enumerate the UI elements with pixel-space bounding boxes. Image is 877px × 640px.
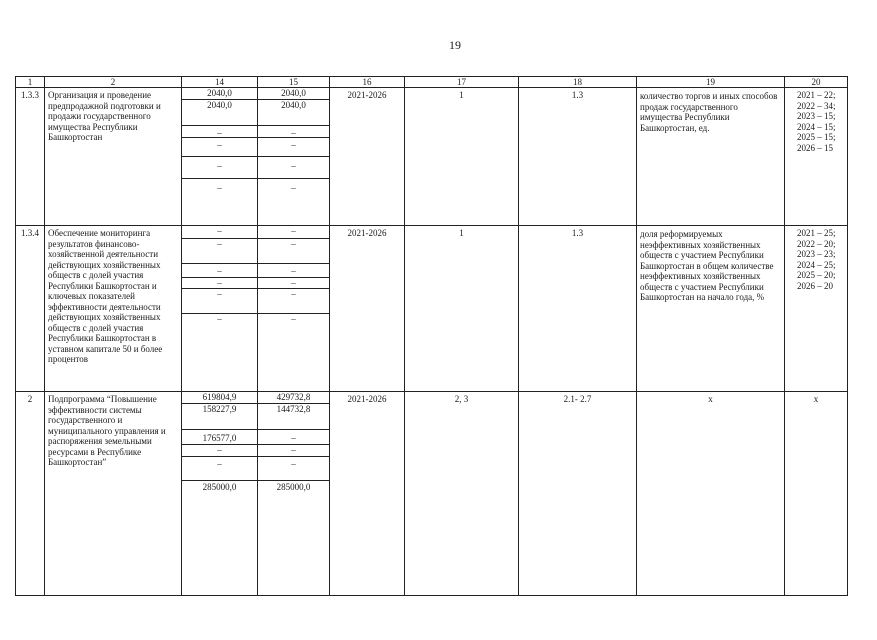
header-cell: 20 <box>785 77 848 88</box>
value-cell: 176577,0 <box>182 430 257 445</box>
page-number: 19 <box>449 38 461 52</box>
col14-values <box>182 226 258 392</box>
value-cell: 144732,8 <box>258 404 329 430</box>
value-cell: – <box>258 138 329 157</box>
row-code: 1.3.3 <box>16 88 45 226</box>
value-cell: – <box>182 445 257 457</box>
header-cell: 2 <box>45 77 182 88</box>
row-name: Подпрограмма “Повышение эффективности системы государственного и муниципального управления и распоряжения земельными ресурсами в Республике Башкортостан” <box>45 392 182 596</box>
value-cell: – <box>217 314 222 324</box>
value-cell: – <box>182 457 257 481</box>
value-cell: – <box>182 226 257 239</box>
value-cell: – <box>258 445 329 457</box>
header-cell: 14 <box>182 77 258 88</box>
task-number: 1.3 <box>519 226 637 392</box>
value-cell: – <box>258 430 329 445</box>
goal-number: 1 <box>405 226 519 392</box>
value-cell: – <box>182 138 257 157</box>
value-cell: 619804,9 <box>182 392 257 404</box>
value-cell: – <box>182 126 257 138</box>
value-cell: 2040,0 <box>182 100 257 126</box>
indicator-values: x <box>785 392 848 596</box>
value-cell: – <box>258 264 329 278</box>
value-cell: – <box>258 126 329 138</box>
period: 2021-2026 <box>330 392 405 596</box>
header-cell: 16 <box>330 77 405 88</box>
value-cell: – <box>258 278 329 289</box>
value-cell: 429732,8 <box>258 392 329 404</box>
value-cell: – <box>182 264 257 278</box>
period: 2021-2026 <box>330 88 405 226</box>
header-cell: 15 <box>258 77 330 88</box>
value-cell: 2040,0 <box>258 88 329 100</box>
program-table <box>15 76 848 596</box>
value-cell: – <box>291 314 296 324</box>
value-cell: – <box>258 226 329 239</box>
row-code: 1.3.4 <box>16 226 45 392</box>
value-cell: – <box>182 289 257 314</box>
value-cell: – <box>182 157 257 179</box>
task-number: 2.1- 2.7 <box>519 392 637 596</box>
col15-values <box>258 88 330 226</box>
value-cell: – <box>258 239 329 264</box>
period: 2021-2026 <box>330 226 405 392</box>
goal-number: 2, 3 <box>405 392 519 596</box>
value-cell: 285000,0 <box>202 482 237 492</box>
value-cell: 158227,9 <box>182 404 257 430</box>
col15-values <box>258 226 330 392</box>
col15-values <box>258 392 330 596</box>
col14-values <box>182 392 258 596</box>
header-cell: 18 <box>519 77 637 88</box>
table-row <box>16 226 848 392</box>
col14-values <box>182 88 258 226</box>
value-cell: – <box>182 239 257 264</box>
value-cell: – <box>182 278 257 289</box>
indicator-values: 2021 – 22; 2022 – 34; 2023 – 15; 2024 – 15; 2025 – 15; 2026 – 15 <box>785 88 848 226</box>
value-cell: 2040,0 <box>182 88 257 100</box>
header-cell: 17 <box>405 77 519 88</box>
task-number: 1.3 <box>519 88 637 226</box>
header-cell: 1 <box>16 77 45 88</box>
row-name: Обеспечение мониторинга результатов финансово-хозяйственной деятельности действующих хозяйственных обществ с долей участия Республики Башкортостан и ключевых показателей эффективности деятельности действующих хозяйственных обществ с долей участия Республики Башкортостан в уставном капитале 50 и более процентов <box>45 226 182 392</box>
value-cell: – <box>258 457 329 481</box>
indicator-name: количество торгов и иных способов продаж государственного имущества Республики Башкортостан, ед. <box>637 88 785 226</box>
row-code: 2 <box>16 392 45 596</box>
goal-number: 1 <box>405 88 519 226</box>
table-row <box>16 88 848 226</box>
value-cell: – <box>291 183 296 193</box>
value-cell: – <box>258 157 329 179</box>
indicator-name: доля реформируемых неэффективных хозяйственных обществ с участием Республики Башкортостан в общем количестве неэффективных хозяйственных обществ с участием Республики Башкортостан на начало года, % <box>637 226 785 392</box>
table-row <box>16 392 848 596</box>
indicator-values: 2021 – 25; 2022 – 20; 2023 – 23; 2024 – 25; 2025 – 20; 2026 – 20 <box>785 226 848 392</box>
header-cell: 19 <box>637 77 785 88</box>
row-name: Организация и проведение предпродажной подготовки и продажи государственного имущества Республики Башкортостан <box>45 88 182 226</box>
value-cell: – <box>258 289 329 314</box>
value-cell: – <box>217 183 222 193</box>
header-row <box>16 77 848 88</box>
indicator-name: x <box>637 392 785 596</box>
value-cell: 285000,0 <box>276 482 311 492</box>
value-cell: 2040,0 <box>258 100 329 126</box>
